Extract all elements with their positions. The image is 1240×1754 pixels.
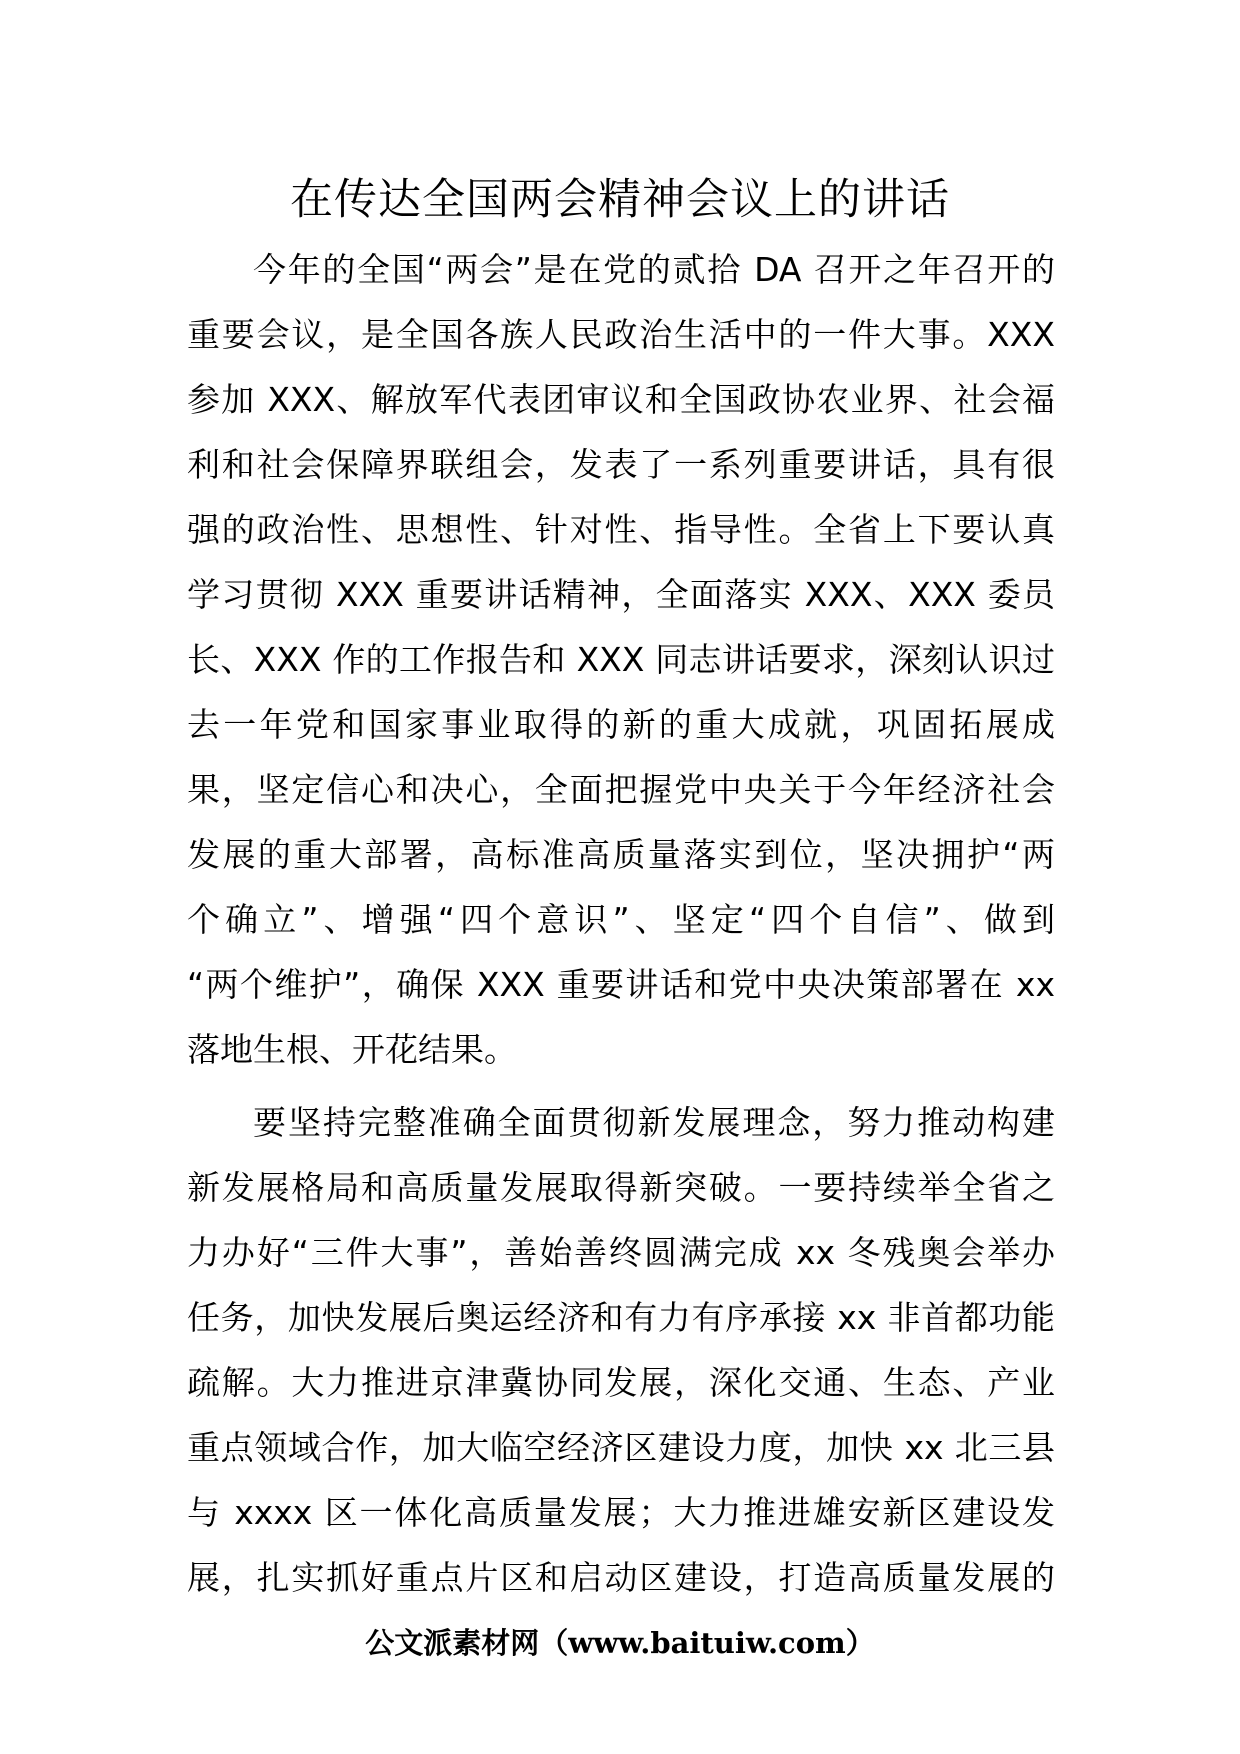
text-line: 重要会议，是全国各族人民政治生活中的一件大事。XXX [187, 315, 1055, 354]
text-line: 今年的全国“两会”是在党的贰拾 DA 召开之年召开的 [253, 250, 1055, 289]
text-line: 重点领域合作，加大临空经济区建设力度，加快 xx 北三县 [187, 1428, 1055, 1467]
text-line: 力办好“三件大事”，善始善终圆满完成 xx 冬残奥会举办 [187, 1233, 1055, 1272]
text-line: 新发展格局和高质量发展取得新突破。一要持续举全省之 [187, 1168, 1055, 1207]
document-body [187, 237, 1055, 1610]
text-line: 参加 XXX、解放军代表团审议和全国政协农业界、社会福 [187, 380, 1055, 419]
text-line: 与 xxxx 区一体化高质量发展；大力推进雄安新区建设发 [187, 1493, 1055, 1532]
document-title: 在传达全国两会精神会议上的讲话 [290, 175, 950, 225]
paragraph-2 [187, 1090, 1055, 1610]
text-line: 疏解。大力推进京津冀协同发展，深化交通、生态、产业 [187, 1363, 1055, 1402]
text-line: 要坚持完整准确全面贯彻新发展理念，努力推动构建 [253, 1103, 1055, 1142]
text-line: “两个维护”，确保 XXX 重要讲话和党中央决策部署在 xx [187, 965, 1055, 1004]
text-line: 个确立”、增强“四个意识”、坚定“四个自信”、做到 [187, 900, 1055, 939]
paragraph-spacer [187, 1082, 1055, 1090]
source-footer: 公文派素材网（www.baituiw.com） [365, 1626, 875, 1660]
text-line: 发展的重大部署，高标准高质量落实到位，坚决拥护“两 [187, 835, 1055, 874]
paragraph-1 [187, 237, 1055, 1082]
text-line: 学习贯彻 XXX 重要讲话精神，全面落实 XXX、XXX 委员 [187, 575, 1055, 614]
text-line: 任务，加快发展后奥运经济和有力有序承接 xx 非首都功能 [187, 1298, 1055, 1337]
text-line: 长、XXX 作的工作报告和 XXX 同志讲话要求，深刻认识过 [187, 640, 1055, 679]
text-line: 去一年党和国家事业取得的新的重大成就，巩固拓展成 [187, 705, 1055, 744]
text-line: 果，坚定信心和决心，全面把握党中央关于今年经济社会 [187, 770, 1055, 809]
text-line: 强的政治性、思想性、针对性、指导性。全省上下要认真 [187, 510, 1055, 549]
text-line: 利和社会保障界联组会，发表了一系列重要讲话，具有很 [187, 445, 1055, 484]
text-line: 落地生根、开花结果。 [187, 1030, 517, 1069]
text-line: 展，扎实抓好重点片区和启动区建设，打造高质量发展的 [187, 1558, 1055, 1597]
